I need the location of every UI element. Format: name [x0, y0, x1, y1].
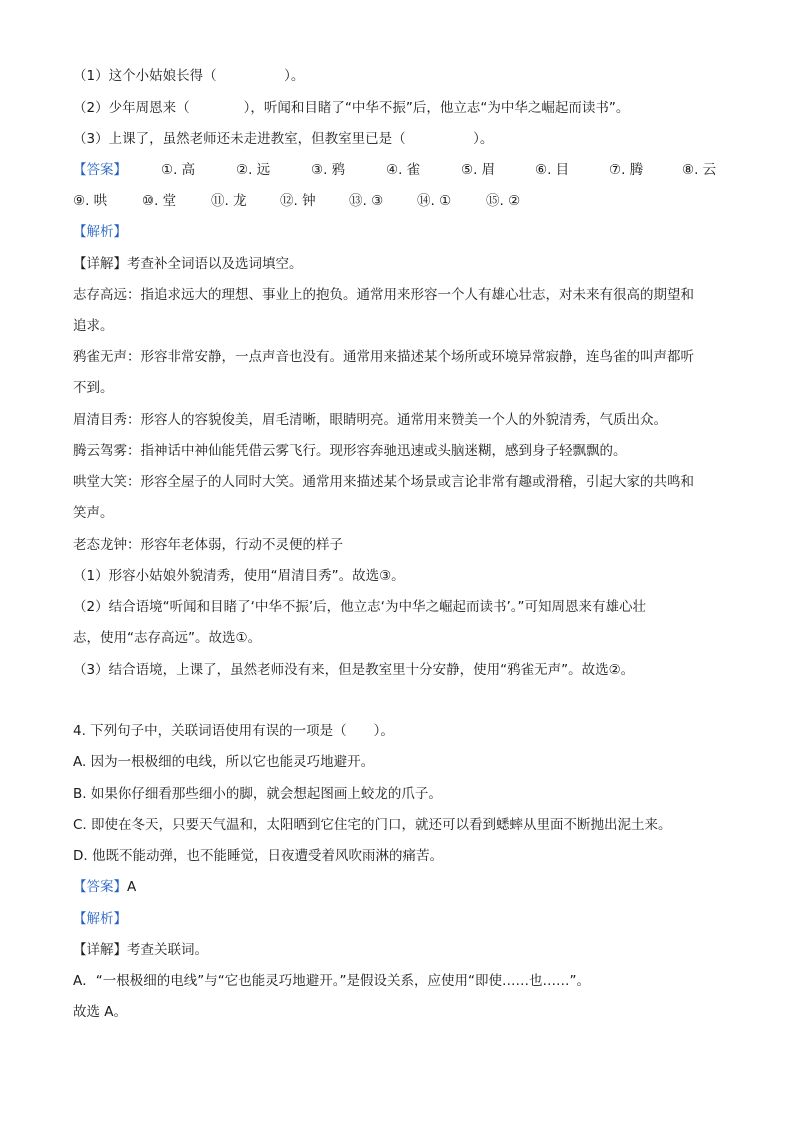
q4-option-b: B. 如果你仔细看那些细小的脚，就会想起图画上蛟龙的爪子。 [73, 786, 442, 802]
q4-detail: 【详解】考查关联词。 [73, 942, 208, 958]
q3-explain-2b: 不到。 [73, 380, 114, 396]
q4-explanation: A．“一根极细的电线”与“它也能灵巧地避开。”是假设关系，应使用“即使……也……”。 [73, 973, 590, 989]
q3-answer-1: ①. 高 [161, 162, 196, 178]
q4-option-c: C. 即使在冬天，只要天气温和，太阳晒到它住宅的门口，就还可以看到蟋蟀从里面不断抛出泥土来。 [73, 817, 672, 833]
q3-solution-2a: （2）结合语境“听闻和目睹了‘中华不振’后，他立志‘为中华之崛起而读书’。”可知周恩来有雄心壮 [73, 599, 646, 615]
q3-answer-8: ⑧. 云 [682, 162, 717, 178]
q3-answer-4: ④. 雀 [386, 162, 421, 178]
q3-sub3: （3）上课了，虽然老师还未走进教室，但教室里已是（ ）。 [73, 131, 494, 147]
q4-answer-tag: 【答案】 [73, 879, 127, 895]
q3-answer-row-1 [73, 160, 733, 180]
q3-explain-1a: 志存高远：指追求远大的理想、事业上的抱负。通常用来形容一个人有雄心壮志，对未来有很高的期望和 [73, 287, 694, 303]
q3-analysis-tag: 【解析】 [73, 224, 127, 240]
q3-answer-7: ⑦. 腾 [609, 162, 644, 178]
q4-stem: 4. 下列句子中，关联词语使用有误的一项是（ ）。 [73, 723, 394, 739]
q3-solution-1: （1）形容小姑娘外貌清秀，使用“眉清目秀”。故选③。 [73, 568, 405, 584]
q4-option-d: D. 他既不能动弹，也不能睡觉，日夜遭受着风吹雨淋的痛苦。 [73, 848, 443, 864]
q3-sub2: （2）少年周恩来（ ），听闻和目睹了“中华不振”后，他立志“为中华之崛起而读书”。 [73, 100, 630, 116]
q4-option-a: A. 因为一根极细的电线，所以它也能灵巧地避开。 [73, 754, 375, 770]
q3-answer-15: ⑮. ② [486, 193, 521, 209]
q3-answer-6: ⑥. 目 [535, 162, 570, 178]
q3-answer-2: ②. 远 [236, 162, 271, 178]
q3-explain-2a: 鸦雀无声：形容非常安静，一点声音也没有。通常用来描述某个场所或环境异常寂静，连鸟雀的叫声都听 [73, 349, 694, 365]
q3-answer-9: ⑨. 哄 [73, 193, 108, 209]
q3-answer-14: ⑭. ① [417, 193, 452, 209]
q4-analysis-tag: 【解析】 [73, 911, 127, 927]
q3-answer-3: ③. 鸦 [311, 162, 346, 178]
q3-explain-6: 老态龙钟：形容年老体弱，行动不灵便的样子 [73, 537, 343, 553]
q3-solution-3: （3）结合语境，上课了，虽然老师没有来，但是教室里十分安静，使用“鸦雀无声”。故选②。 [73, 662, 635, 678]
q3-answer-11: ⑪. 龙 [211, 193, 247, 209]
q3-explain-3: 眉清目秀：形容人的容貌俊美，眉毛清晰，眼睛明亮。通常用来赞美一个人的外貌清秀，气质出众。 [73, 412, 667, 428]
q3-answer-10: ⑩. 堂 [142, 193, 177, 209]
q3-sub1: （1）这个小姑娘长得（ ）。 [73, 68, 305, 84]
q4-answer-line [73, 877, 136, 897]
q3-explain-1b: 追求。 [73, 318, 114, 334]
q3-explain-4: 腾云驾雾：指神话中神仙能凭借云雾飞行。现形容奔驰迅速或头脑迷糊，感到身子轻飘飘的。 [73, 443, 627, 459]
q3-answer-tag: 【答案】 [73, 162, 127, 178]
q4-answer-value: A [127, 879, 137, 895]
q3-detail: 【详解】考查补全词语以及选词填空。 [73, 256, 303, 272]
q3-answer-5: ⑤. 眉 [461, 162, 496, 178]
q4-final: 故选 A。 [73, 1004, 128, 1020]
q3-answer-row-2 [73, 191, 733, 211]
q3-answer-12: ⑫. 钟 [280, 193, 316, 209]
q3-solution-2b: 志，使用“志存高远”。故选①。 [73, 630, 262, 646]
q3-answer-13: ⑬. ③ [349, 193, 384, 209]
q3-explain-5b: 笑声。 [73, 505, 114, 521]
q3-explain-5a: 哄堂大笑：形容全屋子的人同时大笑。通常用来描述某个场景或言论非常有趣或滑稽，引起大家的共鸣和 [73, 474, 694, 490]
